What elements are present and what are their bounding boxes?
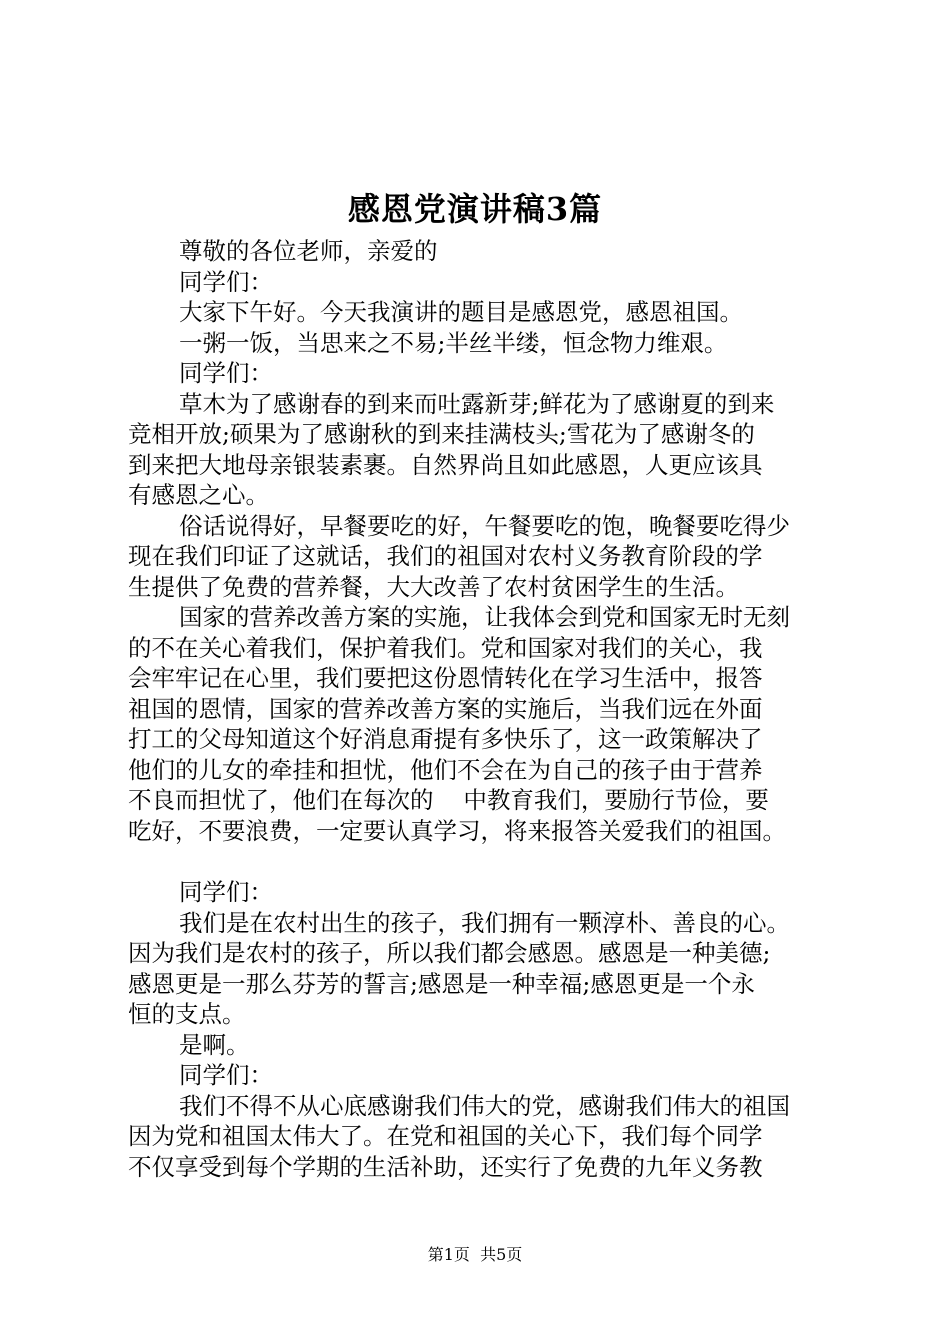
text-line: 大家下午好。今天我演讲的题目是感恩党，感恩祖国。 bbox=[179, 298, 743, 326]
text-line: 不仅享受到每个学期的生活补助，还实行了免费的九年义务教 bbox=[128, 1152, 763, 1181]
text-line: 是啊。 bbox=[179, 1030, 250, 1059]
text-line: 感恩更是一那么芬芳的誓言;感恩是一种幸福;感恩更是一个永 bbox=[128, 969, 755, 998]
text-line: 同学们： bbox=[179, 359, 273, 387]
text-line: 尊敬的各位老师，亲爱的 bbox=[179, 237, 438, 265]
text-line: 打工的父母知道这个好消息甭提有多快乐了，这一政策解决了 bbox=[128, 725, 763, 753]
text-line: 生提供了免费的营养餐，大大改善了农村贫困学生的生活。 bbox=[128, 572, 739, 601]
text-line: 的不在关心着我们，保护着我们。党和国家对我们的关心，我 bbox=[128, 633, 763, 662]
text-line: 竞相开放;硕果为了感谢秋的到来挂满枝头;雪花为了感谢冬的 bbox=[128, 420, 755, 448]
text-line: 他们的儿女的牵挂和担忧，他们不会在为自己的孩子由于营养 bbox=[128, 755, 763, 784]
text-line: 俗话说得好，早餐要吃的好，午餐要吃的饱，晚餐要吃得少 bbox=[179, 511, 790, 540]
page-footer: 第1页 共5页 bbox=[427, 1245, 523, 1264]
text-line: 草木为了感谢春的到来而吐露新芽;鲜花为了感谢夏的到来 bbox=[179, 389, 775, 418]
text-line: 有感恩之心。 bbox=[128, 481, 269, 509]
text-line: 我们不得不从心底感谢我们伟大的党，感谢我们伟大的祖国 bbox=[179, 1091, 790, 1120]
text-line: 会牢牢记在心里，我们要把这份恩情转化在学习生活中，报答 bbox=[128, 664, 763, 692]
text-line: 国家的营养改善方案的实施，让我体会到党和国家无时无刻 bbox=[179, 603, 790, 631]
text-line: 恒的支点。 bbox=[128, 1000, 246, 1028]
document-body bbox=[128, 236, 834, 1182]
paragraph-gap bbox=[128, 846, 834, 877]
text-line: 祖国的恩情，国家的营养改善方案的实施后，当我们远在外面 bbox=[128, 694, 763, 723]
text-line: 我们是在农村出生的孩子，我们拥有一颗淳朴、善良的心。 bbox=[179, 908, 790, 937]
text-line: 同学们： bbox=[179, 1061, 273, 1089]
text-line: 不良而担忧了，他们在每次的 中教育我们，要励行节俭，要 bbox=[128, 786, 769, 814]
text-line: 因为我们是农村的孩子，所以我们都会感恩。感恩是一种美德; bbox=[128, 939, 771, 967]
text-line: 现在我们印证了这就话，我们的祖国对农村义务教育阶段的学 bbox=[128, 542, 763, 570]
text-line: 一粥一饭，当思来之不易;半丝半缕，恒念物力维艰。 bbox=[179, 328, 728, 357]
text-line: 同学们： bbox=[179, 878, 273, 906]
text-line: 吃好，不要浪费，一定要认真学习，将来报答关爱我们的祖国。 bbox=[128, 816, 786, 845]
text-line: 同学们： bbox=[179, 267, 273, 296]
text-line: 因为党和祖国太伟大了。在党和祖国的关心下，我们每个同学 bbox=[128, 1122, 763, 1150]
text-line: 到来把大地母亲银装素裹。自然界尚且如此感恩，人更应该具 bbox=[128, 450, 763, 479]
document-title: 感恩党演讲稿3篇 bbox=[347, 190, 603, 228]
